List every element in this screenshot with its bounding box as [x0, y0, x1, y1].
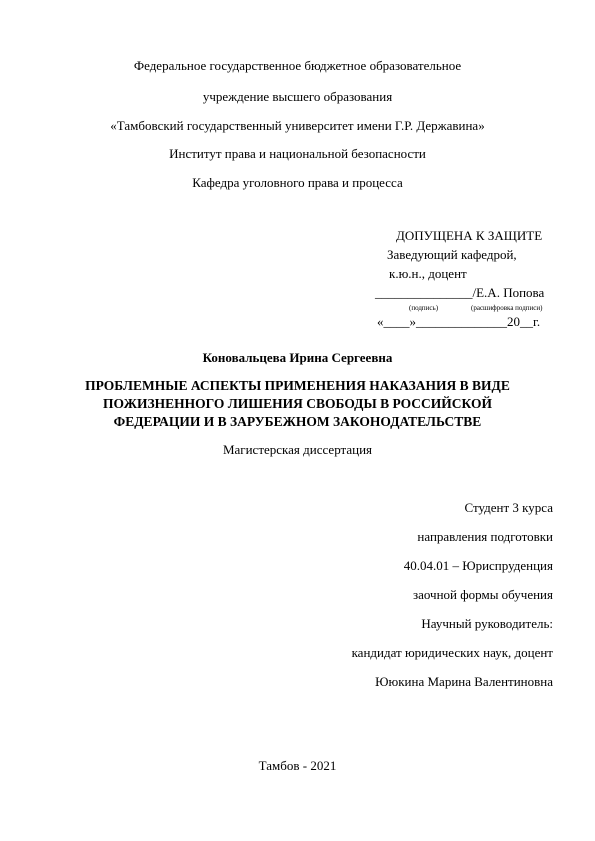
approval-line-1: Заведующий кафедрой, — [387, 247, 517, 262]
student-info-line: 40.04.01 – Юриспруденция — [403, 558, 553, 573]
thesis-title-line-3: ФЕДЕРАЦИИ И В ЗАРУБЕЖНОМ ЗАКОНОДАТЕЛЬСТВЕ — [113, 414, 482, 429]
author-name: Коновальцева Ирина Сергеевна — [202, 350, 393, 365]
student-info-line: Студент 3 курса — [464, 500, 553, 515]
header-line-1: Федеральное государственное бюджетное образовательное — [133, 58, 462, 73]
work-type: Магистерская диссертация — [222, 442, 373, 457]
approval-line-2: к.ю.н., доцент — [389, 266, 467, 281]
student-info-line: направления подготовки — [417, 529, 553, 544]
approval-heading: ДОПУЩЕНА К ЗАЩИТЕ — [396, 228, 543, 243]
header-line-4: Институт права и национальной безопасности — [169, 146, 426, 161]
thesis-title-line-2: ПОЖИЗНЕННОГО ЛИШЕНИЯ СВОБОДЫ В РОССИЙСКОЙ — [102, 396, 493, 411]
date-line: «____»______________20__г. — [377, 314, 541, 329]
city-year: Тамбов - 2021 — [258, 758, 337, 773]
signature-line: _______________/Е.А. Попова — [375, 285, 545, 300]
supervisor-name: Ююкина Марина Валентиновна — [375, 674, 553, 689]
supervisor-label: Научный руководитель: — [421, 616, 553, 631]
signature-caption: (подпись) — [409, 304, 439, 312]
header-line-2: учреждение высшего образования — [202, 89, 393, 104]
thesis-title-line-1: ПРОБЛЕМНЫЕ АСПЕКТЫ ПРИМЕНЕНИЯ НАКАЗАНИЯ В ВИДЕ — [85, 378, 510, 393]
name-caption: (расшифровка подписи) — [471, 304, 543, 312]
header-line-5: Кафедра уголовного права и процесса — [192, 175, 403, 190]
student-info-line: заочной формы обучения — [412, 587, 553, 602]
header-line-3: «Тамбовский государственный университет имени Г.Р. Державина» — [110, 118, 485, 133]
supervisor-degree: кандидат юридических наук, доцент — [351, 645, 553, 660]
